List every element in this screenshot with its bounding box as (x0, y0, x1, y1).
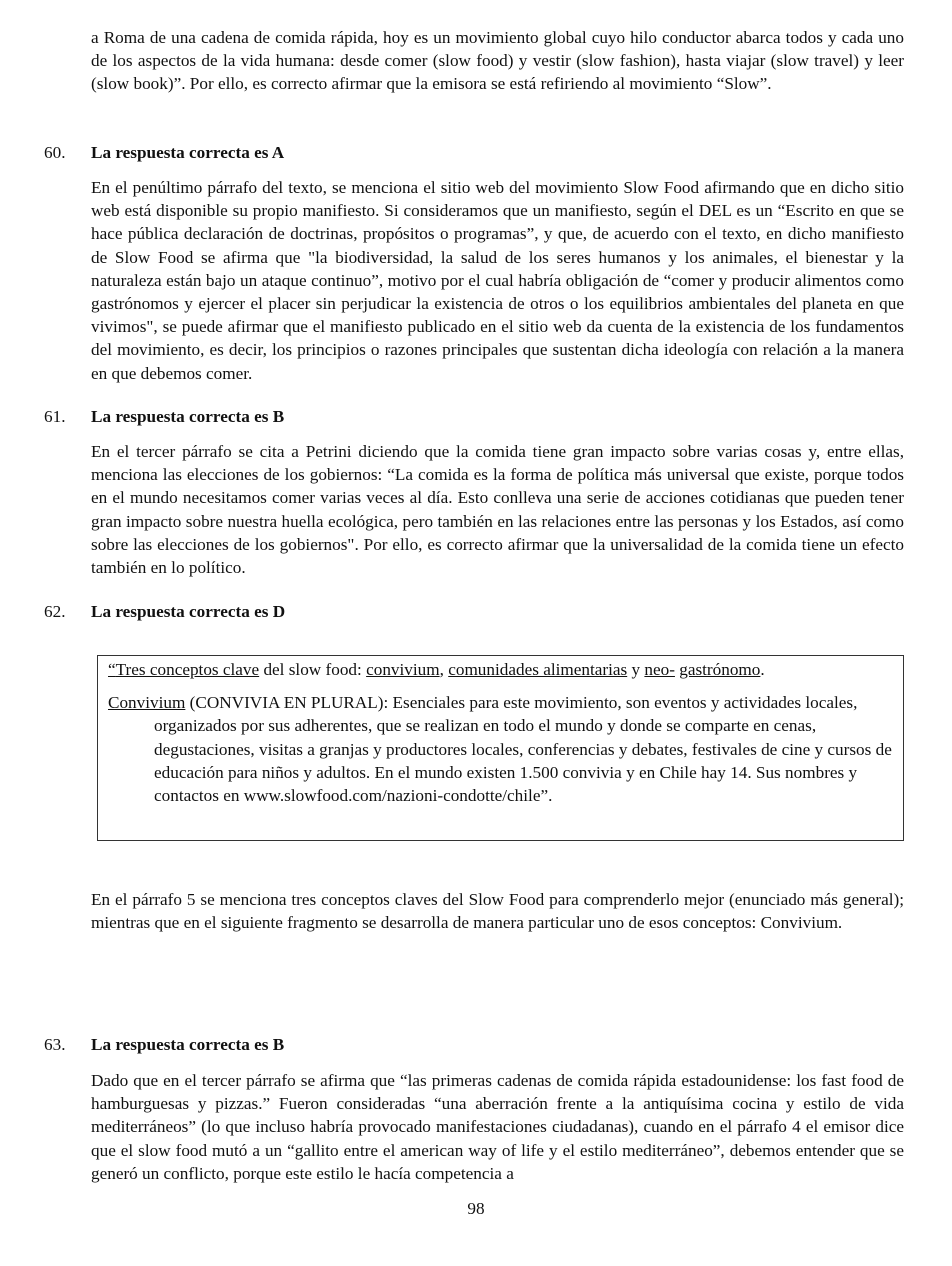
answer-heading-61 (44, 405, 904, 429)
question-number: 61. (44, 407, 66, 426)
explanation-62: En el párrafo 5 se menciona tres conceptos claves del Slow Food para comprenderlo mejor (enunciado más general); mientras que en el siguiente fragmento se desarrolla de manera particular uno de esos conceptos: Convivium. (91, 890, 904, 933)
answer-title: La respuesta correcta es D (91, 602, 286, 621)
answer-heading-62 (44, 600, 904, 624)
quoted-excerpt-box (97, 655, 904, 841)
explanation-63: Dado que en el tercer párrafo se afirma que “las primeras cadenas de comida rápida estadounidense: los fast food de hamburguesas y pizzas.” Fueron consideradas “una aberración frente a la antiquísima cocina y estilo de vida mediterráneos” (lo que incluso habría provocado manifestaciones ciudadanas), cuando en el párrafo 4 el emisor dice que el slow food mutó a un “gallito entre el american way of life y el estilo mediterráneo”, debemos entender que se generó un conflicto, porque este estilo le hacía competencia a (91, 1071, 904, 1183)
question-number: 60. (44, 143, 66, 162)
explanation-60: En el penúltimo párrafo del texto, se menciona el sitio web del movimiento Slow Food afirmando que en dicho sitio web está disponible su propio manifiesto. Si consideramos que un manifiesto, según el DEL es un “Escrito en que se hace pública declaración de doctrinas, propósitos o programas”, y que, de acuerdo con el texto, en dicho manifiesto de Slow Food se afirma que "la biodiversidad, la salud de los seres humanos y los animales, el bienestar y la naturaleza están bajo un ataque continuo”, motivo por el cual habría obligación de “comer y producir alimentos como gastrónomos y ejercer el placer sin perjudicar la existencia de otros o los equilibrios ambientales del planeta en que vivimos", se puede afirmar que el manifiesto publicado en el sitio web da cuenta de la existencia de los fundamentos del movimiento, es decir, los principios o razones principales que sustentan dicha ideología con relación a la manera en que debemos comer. (91, 178, 904, 383)
underlined-term: neo- (644, 660, 675, 679)
answer-heading-60 (44, 141, 904, 165)
question-number: 63. (44, 1035, 66, 1054)
intro-paragraph: a Roma de una cadena de comida rápida, hoy es un movimiento global cuyo hilo conductor abarca todos y cada uno de los aspectos de la vida humana: desde comer (slow food) y vestir (slow fashion), hasta viajar (slow travel) y leer (slow book)”. Por ello, es correcto afirmar que la emisora se está refiriendo al movimiento “Slow”. (91, 28, 904, 94)
answer-title: La respuesta correcta es B (91, 1035, 285, 1054)
answer-title: La respuesta correcta es B (91, 407, 285, 426)
page-number: 98 (467, 1199, 485, 1218)
answer-heading-63 (44, 1033, 904, 1057)
underlined-term: gastrónomo (679, 660, 761, 679)
underlined-term: Convivium (108, 693, 186, 713)
quote-concepts-line: “Tres conceptos clave del slow food: convivium, comunidades alimentarias y neo- gastrónomo. (108, 660, 765, 679)
explanation-61: En el tercer párrafo se cita a Petrini diciendo que la comida tiene gran impacto sobre varias cosas y, entre ellas, menciona las elecciones de los gobiernos: “La comida es la forma de política más universal que existe, porque todos en el mundo necesitamos comer varias veces al día. Esto conlleva una serie de acciones cotidianas que pueden tener gran impacto sobre nuestra huella ecológica, pero también en las relaciones entre las personas y los Estados, así como sobre las elecciones de los gobiernos". Por ello, es correcto afirmar que la universalidad de la comida tiene un efecto también en lo político. (91, 442, 904, 578)
answer-title: La respuesta correcta es A (91, 143, 285, 162)
quote-convivium-definition: Convivium (CONVIVIA EN PLURAL): Esenciales para este movimiento, son eventos y actividades locales, organizados por sus adherentes, que se realizan en todo el mundo y donde se comparte en cenas, degustaciones, visitas a granjas y productores locales, conferencias y debates, festivales de cine y cursos de educación para niños y adultos. En el mundo existen 1.500 convivia y en Chile hay 14. Sus nombres y contactos en www.slowfood.com/nazioni-condotte/chile”. (108, 693, 892, 806)
underlined-term: Tres conceptos clave (115, 660, 260, 679)
underlined-term: convivium (366, 660, 440, 679)
underlined-term: comunidades alimentarias (448, 660, 628, 679)
question-number: 62. (44, 602, 66, 621)
